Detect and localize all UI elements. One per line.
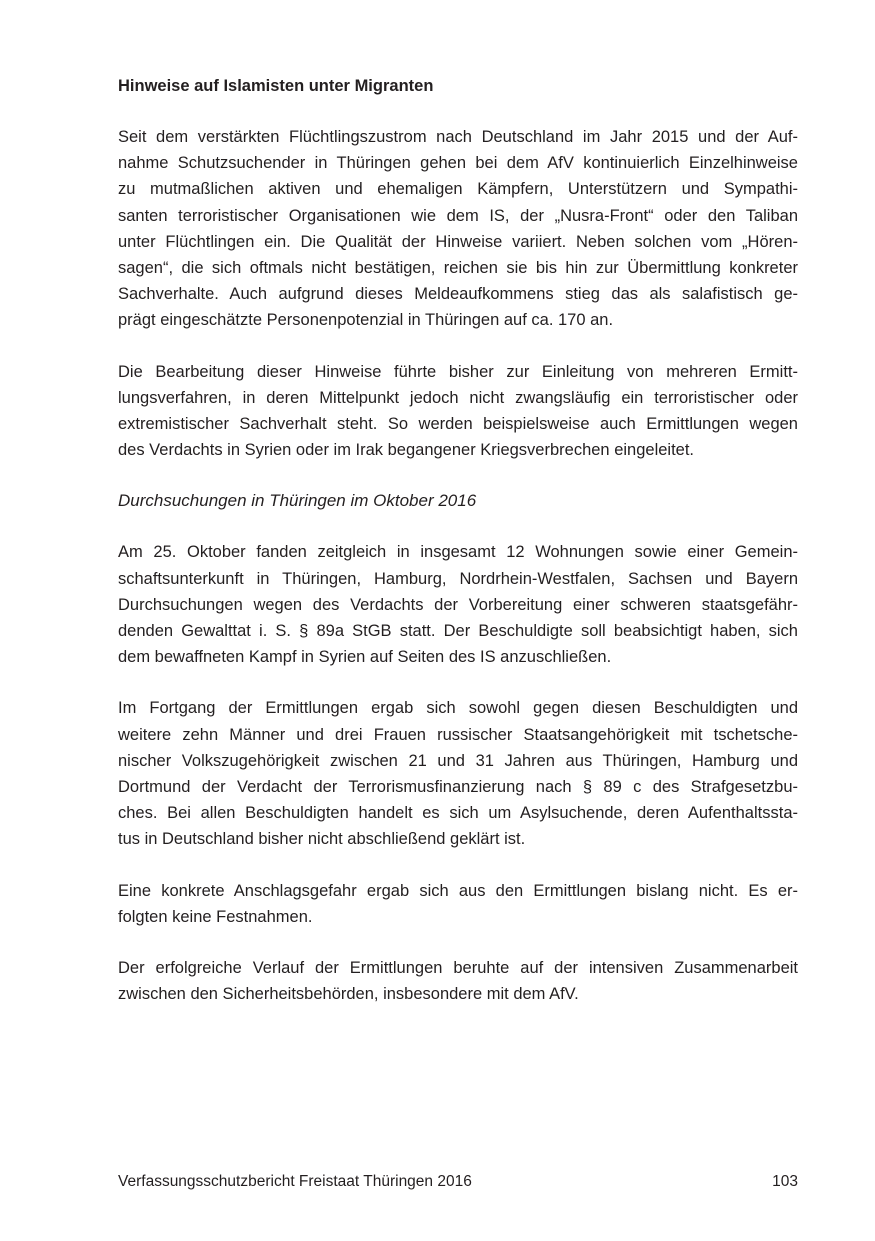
text-line: folgten keine Festnahmen. (118, 907, 313, 926)
text-line: sagen“, die sich oftmals nicht bestätigen, reichen sie bis hin zur Übermittlung konkreter (118, 259, 798, 278)
text-line: denden Gewalttat i. S. § 89a StGB statt. Der Beschuldigte soll beabsichtigt haben, sich (118, 622, 798, 641)
text-line: nischer Volkszugehörigkeit zwischen 21 und 31 Jahren aus Thüringen, Hamburg und (118, 751, 798, 770)
document-body (118, 73, 798, 1032)
paragraph-5 (118, 878, 798, 930)
text-line: Eine konkrete Anschlagsgefahr ergab sich aus den Ermittlungen bislang nicht. Es er- (118, 881, 798, 900)
paragraph-1 (118, 124, 798, 334)
text-line: lungsverfahren, in deren Mittelpunkt jedoch nicht zwangsläufig ein terroristischer oder (118, 388, 798, 407)
section-heading: Hinweise auf Islamisten unter Migranten (118, 77, 434, 95)
paragraph-6 (118, 955, 798, 1007)
section-subheading: Durchsuchungen in Thüringen im Oktober 2016 (118, 491, 477, 511)
text-line: schaftsunterkunft in Thüringen, Hamburg, Nordrhein-Westfalen, Sachsen und Bayern (118, 569, 798, 588)
text-line: unter Flüchtlingen ein. Die Qualität der Hinweise variiert. Neben solchen vom „Hören- (118, 232, 798, 251)
text-line: Im Fortgang der Ermittlungen ergab sich sowohl gegen diesen Beschuldigten und (118, 699, 798, 718)
text-line: Durchsuchungen wegen des Verdachts der Vorbereitung einer schweren staatsgefähr- (118, 595, 798, 614)
text-line: Dortmund der Verdacht der Terrorismusfinanzierung nach § 89 c des Strafgesetzbu- (118, 778, 798, 797)
page-number: 103 (772, 1173, 798, 1190)
text-line: zu mutmaßlichen aktiven und ehemaligen Kämpfern, Unterstützern und Sympathi- (118, 180, 798, 199)
text-line: prägt eingeschätzte Personenpotenzial in Thüringen auf ca. 170 an. (118, 311, 614, 330)
text-line: Seit dem verstärkten Flüchtlingszustrom nach Deutschland im Jahr 2015 und der Auf- (118, 128, 798, 146)
paragraph-2 (118, 359, 798, 464)
footer-title: Verfassungsschutzbericht Freistaat Thüringen 2016 (118, 1173, 472, 1190)
text-line: des Verdachts in Syrien oder im Irak begangener Kriegsverbrechen eingeleitet. (118, 441, 695, 460)
text-line: tus in Deutschland bisher nicht abschließend geklärt ist. (118, 830, 526, 849)
text-line: Am 25. Oktober fanden zeitgleich in insgesamt 12 Wohnungen sowie einer Gemein- (118, 543, 798, 562)
text-line: dem bewaffneten Kampf in Syrien auf Seiten des IS anzuschließen. (118, 648, 612, 667)
text-line: Sachverhalte. Auch aufgrund dieses Meldeaufkommens stieg das als salafistisch ge- (118, 285, 798, 304)
paragraph-3 (118, 539, 798, 670)
text-line: nahme Schutzsuchender in Thüringen gehen bei dem AfV kontinuierlich Einzelhinweise (118, 154, 798, 173)
text-line: zwischen den Sicherheitsbehörden, insbesondere mit dem AfV. (118, 985, 579, 1004)
text-line: ches. Bei allen Beschuldigten handelt es sich um Asylsuchende, deren Aufenthaltssta- (118, 804, 798, 823)
text-line: Die Bearbeitung dieser Hinweise führte bisher zur Einleitung von mehreren Ermitt- (118, 362, 798, 381)
text-line: extremistischer Sachverhalt steht. So werden beispielsweise auch Ermittlungen wegen (118, 415, 798, 434)
text-line: weitere zehn Männer und drei Frauen russischer Staatsangehörigkeit mit tschetsche- (118, 725, 798, 744)
paragraph-4 (118, 695, 798, 852)
text-line: santen terroristischer Organisationen wie dem IS, der „Nusra-Front“ oder den Taliban (118, 206, 798, 225)
text-line: Der erfolgreiche Verlauf der Ermittlungen beruhte auf der intensiven Zusammenarbeit (118, 959, 798, 978)
